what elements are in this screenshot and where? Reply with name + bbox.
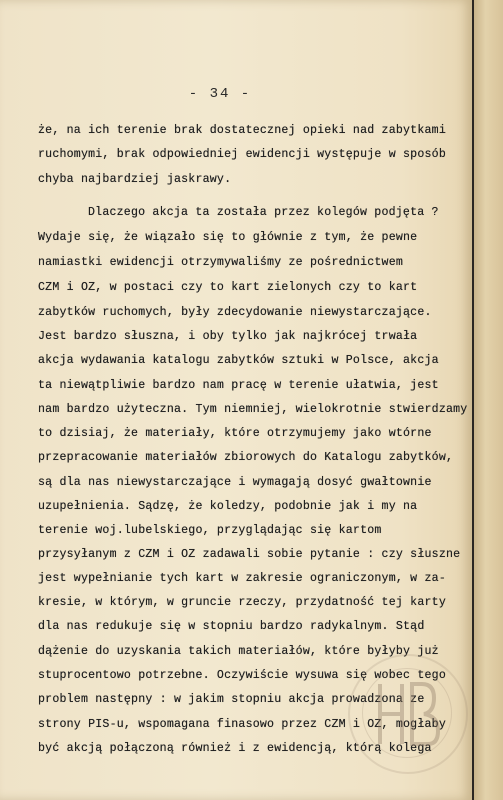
text-line-4: Dlaczego akcja ta została przez kolegów podjęta ? — [88, 206, 439, 219]
text-line-10: akcja wydawania katalogu zabytków sztuki w Polsce, akcja — [38, 354, 439, 367]
text-line-25: strony PIS-u, wspomagana finasowo przez CZM i OZ, mogłaby — [38, 718, 446, 731]
text-line-7: CZM i OZ, w postaci czy to kart zielonych czy to kart — [38, 281, 418, 294]
text-line-14: przepracowanie materiałów zbiorowych do Katalogu zabytków, — [38, 451, 454, 464]
text-line-23: stuprocentowo potrzebne. Oczywiście wysuwa się wobec tego — [38, 669, 446, 682]
text-line-12: nam bardzo użyteczna. Tym niemniej, wielokrotnie stwierdzamy — [38, 403, 468, 416]
text-line-8: zabytków ruchomych, były zdecydowanie niewystarczające. — [38, 306, 432, 319]
text-line-21: dla nas redukuje się w stopniu bardzo radykalnym. Stąd — [38, 620, 425, 633]
adjacent-page-edge — [474, 0, 503, 800]
collection-watermark-stamp — [348, 654, 468, 774]
text-line-26: być akcją połączoną również i z ewidencją, którą kolega — [38, 742, 432, 755]
text-line-15: są dla nas niewystarczające i wymagają dosyć gwałtownie — [38, 476, 432, 489]
text-line-24: problem następny : w jakim stopniu akcja prowadzona ze — [38, 693, 425, 706]
text-line-19: jest wypełnianie tych kart w zakresie ograniczonym, w za- — [38, 572, 446, 585]
text-line-1: że, na ich terenie brak dostatecznej opieki nad zabytkami — [38, 124, 446, 137]
text-line-2: ruchomymi, brak odpowiedniej ewidencji występuje w sposób — [38, 148, 446, 161]
text-line-9: Jest bardzo słuszna, i oby tylko jak najkrócej trwała — [38, 330, 418, 343]
text-line-18: przysyłanym z CZM i OZ zadawali sobie pytanie : czy słuszne — [38, 548, 461, 561]
text-line-17: terenie woj.lubelskiego, przyglądając się kartom — [38, 524, 382, 537]
text-line-20: kresie, w którym, w gruncie rzeczy, przydatność tej karty — [38, 596, 446, 609]
text-line-22: dążenie do uzyskania takich materiałów, które byłyby już — [38, 645, 439, 658]
page-number: - 34 - — [188, 86, 252, 102]
text-line-16: uzupełnienia. Sądzę, że koledzy, podobnie jak i my na — [38, 500, 418, 513]
text-line-13: to dzisiaj, że materiały, które otrzymujemy jako wtórne — [38, 427, 432, 440]
text-line-5: Wydaje się, że wiązało się to głównie z tym, że pewne — [38, 231, 418, 244]
stamp-hb-logo — [372, 676, 444, 752]
text-line-11: ta niewątpliwie bardzo nam pracę w terenie ułatwia, jest — [38, 379, 439, 392]
text-line-3: chyba najbardziej jaskrawy. — [38, 173, 232, 186]
text-line-6: namiastki ewidencji otrzymywaliśmy ze pośrednictwem — [38, 256, 404, 269]
